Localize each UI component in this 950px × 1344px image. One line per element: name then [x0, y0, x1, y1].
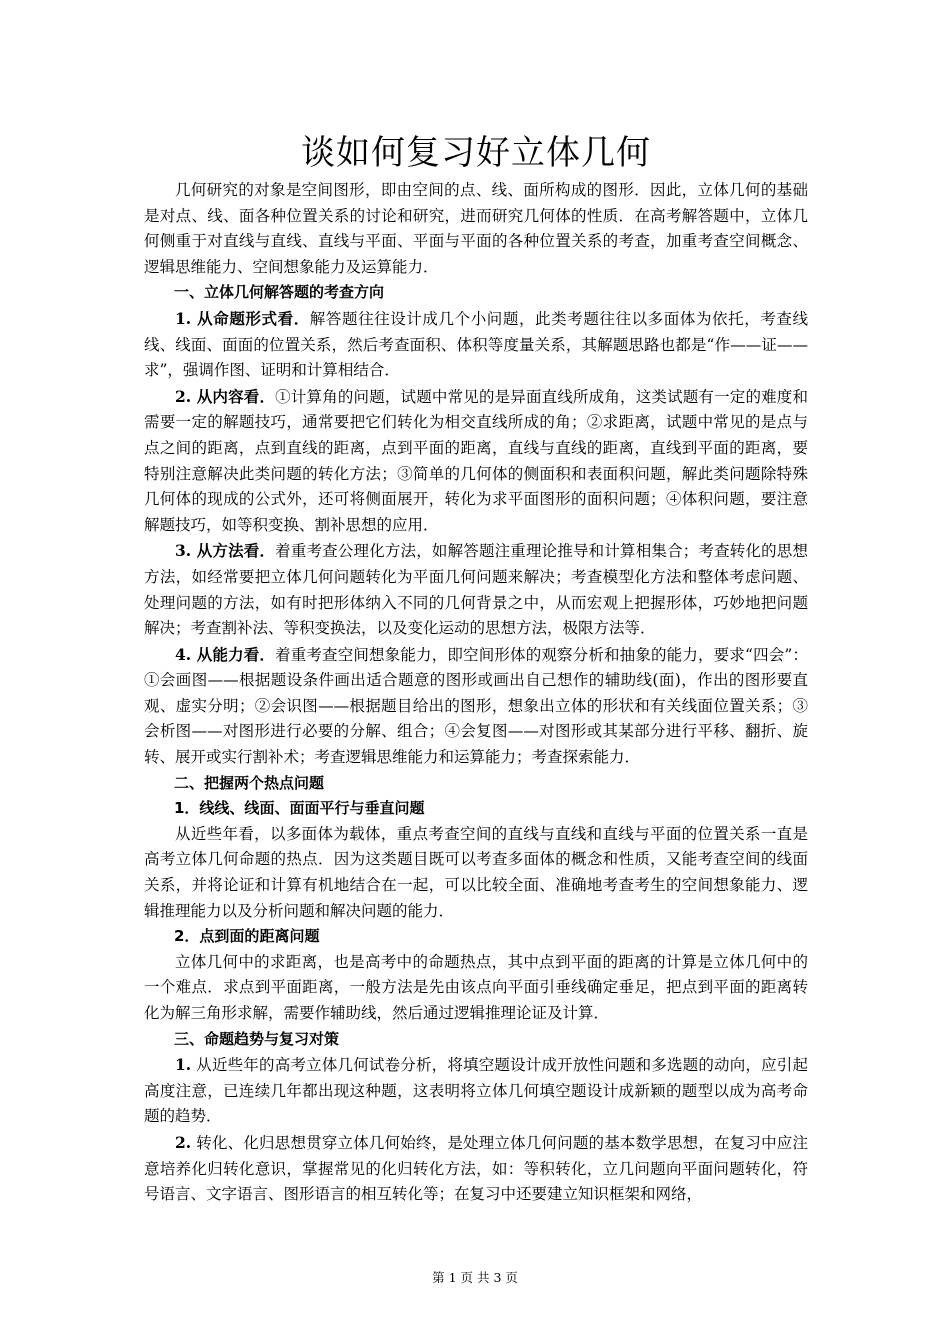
section-heading-3: 三、命题趋势与复习对策 — [174, 1029, 340, 1048]
paragraph-lead: 2. 从内容看． — [175, 386, 276, 406]
paragraph-s1-item2 — [144, 384, 808, 539]
paragraph-lead: 1. — [175, 1055, 192, 1075]
paragraph-s2-sub1: 从近些年看，以多面体为载体，重点考查空间的直线与直线和直线与平面的位置关系一直是高考立体几何命题的热点．因为这类题目既可以考查多面体的概念和性质，又能考查空间的线面关系，并将论证和计算有机地结合在一起，可以比较全面、准确地考查考生的空间想象能力、逻辑推理能力以及分析问题和解决问题的能力． — [144, 824, 808, 920]
section-heading-2: 二、把握两个热点问题 — [174, 773, 325, 792]
page-footer: 第 1 页 共 3 页 — [432, 1270, 518, 1285]
paragraph-s3-item1 — [144, 1052, 808, 1130]
intro-paragraph: 几何研究的对象是空间图形，即由空间的点、线、面所构成的图形．因此，立体几何的基础是对点、线、面各种位置关系的讨论和研究，进而研究几何体的性质．在高考解答题中，立体几何侧重于对直线与直线、直线与平面、平面与平面的各种位置关系的考查，加重考查空间概念、逻辑思维能力、空间想象能力及运算能力． — [144, 181, 808, 276]
paragraph-text: 着重考查空间想象能力，即空间形体的观察分析和抽象的能力，要求“四会”：①会画图——根据题设条件画出适合题意的图形或画出自己想作的辅助线(面)，作出的图形要直观、虚实分明；②会识图——根据题目给出的图形，想象出立体的形状和有关线面位置关系；③会析图——对图形进行必要的分解、组合；④会复图——对图形或其某部分进行平移、翻折、旋转、展开或实行割补术；考查逻辑思维能力和运算能力；考查探索能力． — [144, 645, 808, 767]
paragraph-s2-sub2: 立体几何中的求距离，也是高考中的命题热点，其中点到平面的距离的计算是立体几何中的一个难点．求点到平面距离，一般方法是先由该点向平面引垂线确定垂足，把点到平面的距离转化为解三角形求解，需要作辅助线，然后通过逻辑推理论证及计算． — [144, 952, 808, 1022]
paragraph-lead: 2. — [175, 1132, 192, 1152]
paragraph-text: 转化、化归思想贯穿立体几何始终，是处理立体几何问题的基本数学思想，在复习中应注意培养化归转化意识，掌握常见的化归转化方法，如：等积转化，立几问题向平面问题转化，符号语言、文字语言、图形语言的相互转化等；在复习中还要建立知识框架和网络， — [144, 1133, 808, 1204]
paragraph-lead: 3. 从方法看． — [175, 541, 276, 561]
paragraph-text: 解答题往往设计成几个小问题，此类考题往往以多面体为依托，考查线线、线面、面面的位置关系，然后考查面积、体积等度量关系，其解题思路也都是“作——证——求”，强调作图、证明和计算相结合． — [144, 309, 808, 380]
paragraph-text: 着重考查公理化方法，如解答题注重理论推导和计算相集合；考查转化的思想方法，如经常要把立体几何问题转化为平面几何问题来解决；考查模型化方法和整体考虑问题、处理问题的方法，如有时把形体纳入不同的几何背景之中，从而宏观上把握形体，巧妙地把问题解决；考查割补法、等积变换法，以及变化运动的思想方法，极限方法等． — [144, 542, 808, 638]
document-title: 谈如何复习好立体几何 — [301, 133, 651, 173]
paragraph-lead: 1. 从命题形式看． — [175, 308, 310, 328]
paragraph-text: ①计算角的问题，试题中常见的是异面直线所成角，这类试题有一定的难度和需要一定的解题技巧，通常要把它们转化为相交直线所成的角；②求距离，试题中常见的是点与点之间的距离，点到直线的距离，点到平面的距离，直线与直线的距离，直线到平面的距离，要特别注意解决此类问题的转化方法；③简单的几何体的侧面积和表面积问题，解此类问题除特殊几何体的现成的公式外，还可将侧面展开，转化为求平面图形的面积问题；④体积问题，要注意解题技巧，如等积变换、割补思想的应用． — [144, 387, 808, 534]
paragraph-lead: 4. 从能力看． — [175, 644, 276, 664]
paragraph-s3-item2 — [144, 1130, 808, 1208]
subheading-2-1: 1．线线、线面、面面平行与垂直问题 — [174, 799, 425, 818]
subheading-2-2: 2．点到面的距离问题 — [174, 927, 320, 946]
paragraph-s1-item4 — [144, 642, 808, 771]
paragraph-s1-item1 — [144, 306, 808, 384]
document-body — [144, 128, 808, 1208]
paragraph-s1-item3 — [144, 538, 808, 641]
section-heading-1: 一、立体几何解答题的考查方向 — [174, 283, 385, 302]
paragraph-text: 从近些年的高考立体几何试卷分析，将填空题设计成开放性问题和多选题的动向，应引起高度注意，已连续几年都出现这种题，这表明将立体几何填空题设计成新颖的题型以成为高考命题的趋势． — [144, 1056, 808, 1126]
